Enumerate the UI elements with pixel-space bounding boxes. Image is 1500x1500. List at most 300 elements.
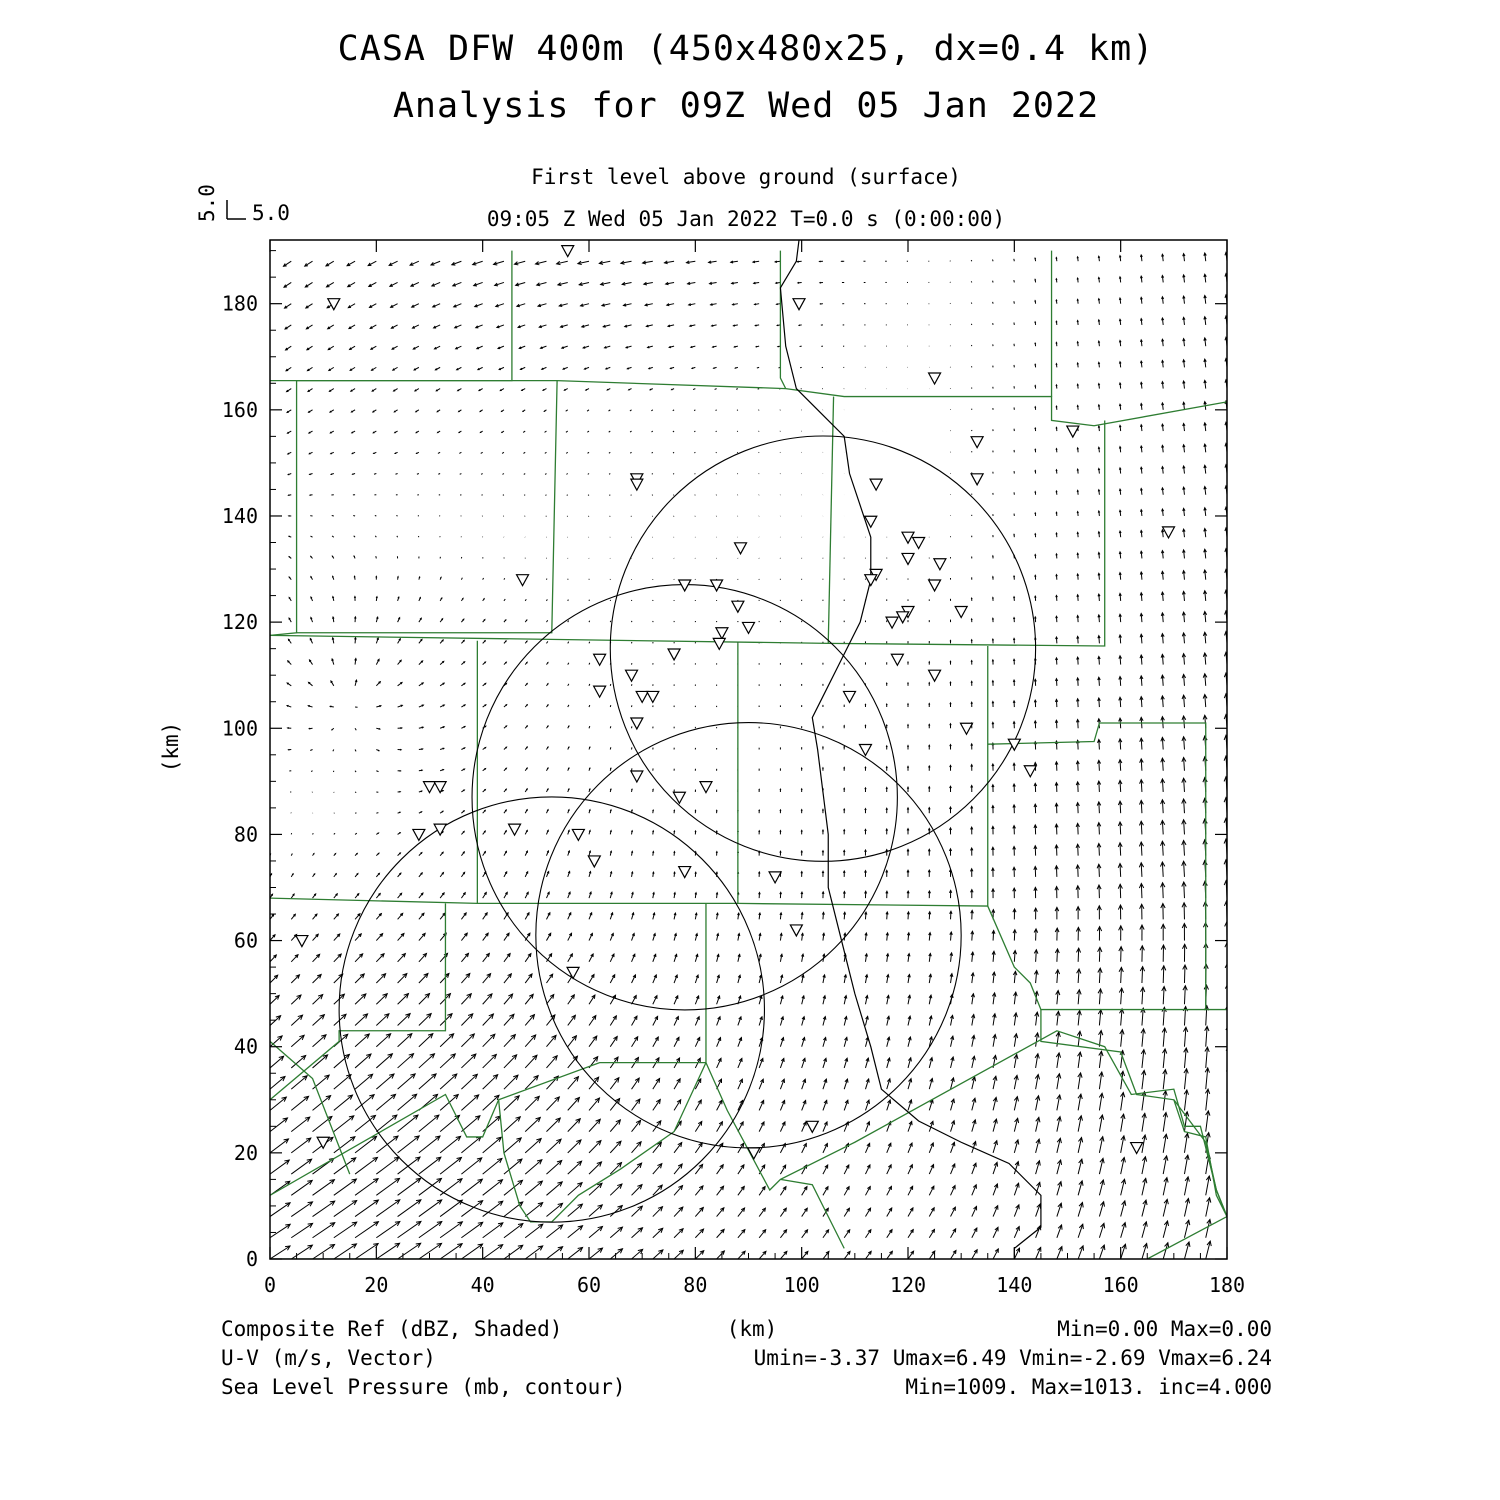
wind-vector (589, 1226, 602, 1237)
x-tick-label: 120 (889, 1273, 927, 1297)
wind-vector-head (631, 810, 632, 811)
wind-vector-head (1228, 1240, 1232, 1245)
wind-vector (716, 474, 717, 475)
wind-vector (993, 259, 994, 261)
y-tick-label: 0 (245, 1247, 258, 1271)
station-marker (594, 654, 606, 665)
wind-vector (334, 1137, 355, 1153)
wind-vector (695, 1251, 703, 1259)
wind-vector (525, 1246, 543, 1259)
station-marker (317, 1137, 329, 1148)
wind-vector (461, 1158, 481, 1174)
wind-vector (589, 1098, 599, 1110)
wind-vector-head (844, 747, 845, 748)
wind-vector-head (865, 725, 866, 726)
wind-vector (546, 1203, 562, 1216)
wind-vector (694, 410, 695, 411)
station-marker (1067, 426, 1079, 437)
x-tick-label: 20 (364, 1273, 389, 1297)
wind-vector-head (801, 768, 802, 769)
wind-vector (971, 281, 972, 282)
station-marker (631, 479, 643, 490)
wind-vector (483, 578, 484, 580)
wind-vector (610, 747, 611, 749)
wind-vector-head (950, 682, 951, 683)
wind-vector-head (780, 831, 781, 832)
station-marker (668, 649, 680, 660)
wind-vector (525, 599, 526, 601)
y-tick-label: 160 (221, 397, 258, 422)
y-tick-label: 140 (221, 503, 258, 528)
wind-vector (525, 1117, 540, 1131)
wind-vector (566, 431, 568, 432)
wind-vector (568, 1056, 578, 1068)
wind-vector (310, 750, 312, 751)
wind-vector (610, 1120, 620, 1132)
wind-vector (525, 1181, 542, 1195)
wind-vector (609, 495, 610, 496)
wind-vector (610, 1249, 622, 1259)
figure-title-line2: Analysis for 09Z Wed 05 Jan 2022 (392, 86, 1100, 126)
wind-vector (504, 1014, 514, 1025)
wind-vector (313, 1015, 325, 1026)
wind-vector (1142, 967, 1143, 983)
wind-vector (1184, 882, 1185, 898)
wind-vector-head (610, 789, 611, 790)
station-marker (434, 782, 446, 793)
wind-vector-head (267, 516, 268, 517)
wind-vector-head (759, 831, 760, 832)
wind-vector (653, 1250, 663, 1259)
wind-vector (333, 750, 334, 752)
wind-vector-head (589, 789, 590, 790)
wind-vector (653, 1207, 663, 1217)
wind-vector (525, 1055, 537, 1068)
wind-vector (313, 974, 322, 983)
station-marker (434, 824, 446, 835)
wind-vector-head (1035, 279, 1036, 280)
wind-vector (398, 933, 404, 940)
wind-vector (270, 1203, 290, 1217)
wind-vector (1163, 966, 1164, 983)
wind-vector-head (653, 789, 654, 790)
wind-vector (1014, 259, 1015, 261)
wind-vector (503, 495, 504, 496)
wind-vector (355, 750, 356, 752)
y-tick-label: 40 (233, 1034, 258, 1059)
wind-vector (589, 726, 590, 728)
wind-vector (440, 1157, 461, 1174)
wind-vector-head (778, 346, 779, 347)
wind-vector (398, 954, 406, 962)
wind-vector (291, 975, 299, 983)
wind-vector (419, 1014, 431, 1026)
wind-vector (568, 642, 569, 644)
station-marker (806, 1121, 818, 1132)
x-tick-label: 60 (576, 1273, 602, 1297)
wind-vector-head (397, 577, 398, 578)
station-marker (865, 575, 877, 586)
wind-vector (355, 1222, 378, 1238)
wind-vector-head (844, 726, 845, 727)
wind-vector-head (950, 640, 951, 641)
wind-vector (546, 1182, 562, 1195)
wind-vector-head (353, 474, 354, 475)
wind-vector (589, 621, 590, 622)
wind-vector (376, 1034, 390, 1047)
wind-vector-head (268, 577, 269, 578)
wind-vector (270, 1160, 289, 1174)
wind-vector (568, 684, 569, 686)
wind-vector (504, 1245, 523, 1259)
wind-vector-head (332, 729, 333, 730)
wind-vector-head (267, 495, 268, 496)
wind-vector (610, 684, 611, 686)
wind-vector (504, 1075, 518, 1089)
county-line (270, 251, 512, 381)
wind-vector (1141, 884, 1142, 899)
county-line (988, 906, 1206, 1009)
wind-vector-head (844, 809, 845, 810)
wind-vector-head (1056, 512, 1057, 513)
wind-vector (419, 1054, 435, 1068)
wind-vector (483, 1034, 495, 1046)
wind-vector-head (1227, 1154, 1231, 1159)
wind-vector (502, 452, 504, 453)
wind-vector (398, 994, 409, 1005)
wind-vector-head (822, 809, 823, 810)
y-tick-label: 60 (233, 928, 258, 953)
wind-vector-head (266, 662, 268, 663)
county-line (780, 1179, 844, 1248)
wind-vector-head (865, 767, 866, 768)
footer-field1-label: Composite Ref (dBZ, Shaded) (221, 1317, 563, 1341)
wind-vector (504, 578, 505, 579)
wind-vector (1163, 987, 1164, 1005)
wind-vector (291, 1138, 311, 1153)
wind-vector (568, 1077, 579, 1089)
wind-vector (270, 1118, 288, 1132)
wind-vector-head (288, 749, 289, 750)
station-marker (572, 829, 584, 840)
wind-vector (652, 452, 653, 453)
station-marker (716, 628, 728, 639)
county-line (297, 381, 558, 633)
wind-vector (1121, 967, 1122, 983)
wind-vector (334, 1222, 357, 1238)
wind-vector (673, 495, 674, 496)
wind-vector-head (400, 749, 401, 750)
wind-vector (264, 325, 270, 329)
x-tick-label: 100 (783, 1273, 820, 1297)
wind-vector (376, 1221, 399, 1237)
station-marker (971, 437, 983, 448)
wind-vector (1184, 965, 1185, 983)
wind-vector (355, 1014, 368, 1026)
wind-vector (355, 771, 356, 772)
wind-vector (630, 452, 631, 453)
wind-vector (483, 1014, 494, 1025)
wind-vector-head (886, 746, 887, 747)
wind-vector (546, 641, 547, 643)
wind-vector-head (1056, 406, 1057, 407)
station-markers (296, 246, 1175, 1159)
wind-vector (567, 495, 568, 496)
wind-vector-head (1035, 513, 1036, 514)
wind-vector (632, 1249, 643, 1259)
wind-vector (334, 1201, 357, 1217)
wind-vector-head (1056, 491, 1057, 492)
wind-vector (651, 410, 652, 411)
wind-vector (546, 620, 547, 622)
wind-vector (376, 954, 384, 962)
wind-vector-head (266, 727, 267, 728)
wind-vector (461, 1034, 474, 1047)
wind-vector-head (929, 724, 930, 725)
wind-vector (481, 474, 483, 475)
wind-vector-head (309, 728, 310, 729)
county-line (270, 381, 297, 636)
wind-vector (291, 1159, 311, 1174)
wind-vector-head (1056, 449, 1057, 450)
wind-vector-head (950, 703, 951, 704)
wind-vector-head (971, 640, 972, 641)
valid-time-label: 09:05 Z Wed 05 Jan 2022 T=0.0 s (0:00:00) (486, 207, 1006, 231)
wind-vector (419, 1157, 441, 1174)
wind-vector (419, 1136, 440, 1153)
wind-vector-head (289, 516, 290, 517)
wind-vector (693, 389, 695, 390)
wind-vector-head (1056, 470, 1057, 471)
wind-vector (376, 771, 378, 772)
wind-vector (632, 1228, 643, 1238)
wind-vector-head (674, 852, 675, 853)
wind-vector (270, 1246, 290, 1259)
wind-vector (609, 452, 610, 453)
wind-vector (313, 1201, 335, 1216)
wind-vector (376, 813, 378, 814)
wind-vector (589, 1205, 602, 1217)
wind-vector (270, 1077, 285, 1090)
wind-vector-head (264, 327, 267, 329)
station-marker (1131, 1143, 1143, 1154)
wind-vector (291, 1015, 302, 1025)
wind-vector (376, 1115, 397, 1131)
wind-vector (737, 410, 738, 411)
wind-vector-head (1014, 576, 1015, 577)
wind-vector-head (929, 704, 930, 705)
wind-vector-head (819, 261, 820, 262)
wind-vector (270, 1036, 282, 1047)
wind-vector (291, 955, 298, 962)
wind-vector-head (780, 810, 781, 811)
wind-vector-head (908, 683, 909, 684)
wind-vector-head (759, 810, 760, 811)
wind-vector (568, 1183, 582, 1196)
station-marker (413, 829, 425, 840)
wind-vector (353, 515, 355, 516)
wind-vector (481, 452, 483, 453)
wind-vector-head (653, 831, 654, 832)
wind-vector (398, 1115, 418, 1132)
wind-vector (355, 833, 357, 834)
wind-vector-head (971, 619, 972, 620)
station-marker (562, 246, 574, 257)
wind-vector (313, 934, 319, 940)
wind-vector-head (264, 348, 266, 350)
station-marker (929, 373, 941, 384)
wind-vector-head (310, 495, 311, 496)
station-marker (886, 617, 898, 628)
wind-vector-head (1228, 1219, 1232, 1224)
wind-vector-head (631, 789, 632, 790)
wind-vector-head (823, 747, 824, 748)
wind-vector-head (1056, 342, 1057, 343)
wind-vector (568, 1204, 583, 1216)
wind-vector (398, 1034, 412, 1047)
wind-vector (546, 1056, 557, 1068)
wind-vector (291, 995, 301, 1004)
wind-vector-head (1056, 279, 1057, 280)
station-marker (929, 580, 941, 591)
wind-vector (566, 410, 568, 411)
wind-vector (695, 1229, 703, 1238)
station-marker (711, 580, 723, 591)
y-tick-label: 120 (221, 610, 258, 635)
wind-vector (376, 1178, 399, 1195)
x-tick-label: 80 (683, 1273, 708, 1297)
wind-vector-head (288, 495, 289, 496)
wind-vector (395, 474, 397, 475)
wind-vector (630, 410, 632, 411)
wind-vector-head (695, 810, 696, 811)
station-marker (735, 543, 747, 554)
wind-vector-head (589, 768, 590, 769)
wind-vector (355, 1244, 378, 1259)
county-line (270, 420, 1105, 646)
wind-vector-head (1035, 428, 1036, 429)
wind-vector (717, 1251, 725, 1259)
wind-vector (376, 1243, 399, 1259)
wind-vector (461, 1074, 477, 1089)
y-tick-label: 80 (233, 822, 258, 847)
wind-vector (483, 1158, 502, 1174)
wind-vector-head (610, 768, 611, 769)
x-axis-unit: (km) (726, 1317, 778, 1341)
wind-vector-head (929, 745, 930, 746)
wind-vector (438, 474, 440, 475)
wind-vector-head (265, 369, 267, 371)
station-marker (679, 867, 691, 878)
wind-vector (504, 599, 505, 601)
wind-vector-head (908, 704, 909, 705)
wind-vector-head (886, 767, 887, 768)
wind-vector (546, 1097, 559, 1110)
wind-vector-head (263, 306, 266, 308)
wind-vector (419, 953, 427, 961)
wind-vector (313, 1075, 330, 1089)
wind-vector-head (716, 852, 717, 853)
county-line (270, 643, 738, 903)
wind-vector (504, 1035, 515, 1047)
station-marker (647, 691, 659, 702)
x-tick-label: 140 (996, 1273, 1033, 1297)
wind-vector (757, 367, 759, 368)
wind-vector (461, 1054, 475, 1068)
wind-vector-head (929, 683, 930, 684)
wind-vector-head (265, 390, 267, 392)
station-marker (732, 601, 744, 612)
wind-vector (589, 1077, 599, 1089)
wind-vector (694, 431, 695, 432)
wind-vector (376, 1157, 399, 1174)
wind-vector-head (268, 619, 269, 620)
wind-vector-head (330, 706, 331, 707)
wind-vector (483, 1245, 503, 1259)
wind-vector (461, 1179, 482, 1195)
wind-vector (504, 1138, 521, 1153)
wind-vector (376, 994, 387, 1005)
wind-vector-head (674, 831, 675, 832)
wind-vector (631, 495, 632, 496)
wind-vector-head (1035, 470, 1036, 471)
wind-vector (334, 1244, 357, 1259)
wind-vector (313, 995, 323, 1005)
wind-vector (609, 474, 610, 475)
county-line (297, 381, 1227, 426)
wind-vector (265, 367, 270, 371)
wind-vector (440, 1136, 460, 1153)
wind-vector-head (1056, 364, 1057, 365)
wind-vector (270, 1097, 286, 1110)
wind-vector-head (695, 831, 696, 832)
wind-vector (568, 600, 569, 601)
wind-vector (291, 1202, 312, 1217)
wind-vector (398, 1221, 421, 1237)
wind-vector-head (266, 411, 268, 413)
wind-vector (375, 515, 376, 516)
wind-vector-head (1014, 534, 1015, 535)
wind-vector (397, 536, 398, 537)
wind-vector (652, 495, 653, 496)
wind-vector (355, 792, 356, 793)
wind-vector (524, 474, 525, 475)
wind-vector (291, 1117, 310, 1131)
wind-vector (483, 1180, 503, 1196)
wind-vector-head (1056, 385, 1057, 386)
wind-vector (334, 1179, 357, 1195)
wind-vector (262, 261, 270, 266)
footer-field2-stats: Umin=-3.37 Umax=6.49 Vmin=-2.69 Vmax=6.24 (753, 1346, 1272, 1370)
station-marker (679, 580, 691, 591)
wind-vector (610, 726, 611, 728)
wind-vector-head (950, 661, 951, 662)
wind-vector (460, 474, 462, 475)
x-tick-label: 40 (470, 1273, 495, 1297)
station-marker (960, 723, 972, 734)
wind-vector (568, 620, 569, 622)
wind-vector (524, 495, 525, 496)
wind-vector (291, 1076, 307, 1089)
wind-vector (673, 410, 674, 411)
wind-vector-head (266, 453, 267, 454)
wind-vector-head (1035, 301, 1036, 302)
wind-vector-head (379, 728, 380, 729)
wind-vector-head (886, 704, 887, 705)
wind-vector-head (908, 662, 909, 663)
wind-vector-head (992, 577, 993, 578)
wind-vector (313, 1116, 332, 1131)
